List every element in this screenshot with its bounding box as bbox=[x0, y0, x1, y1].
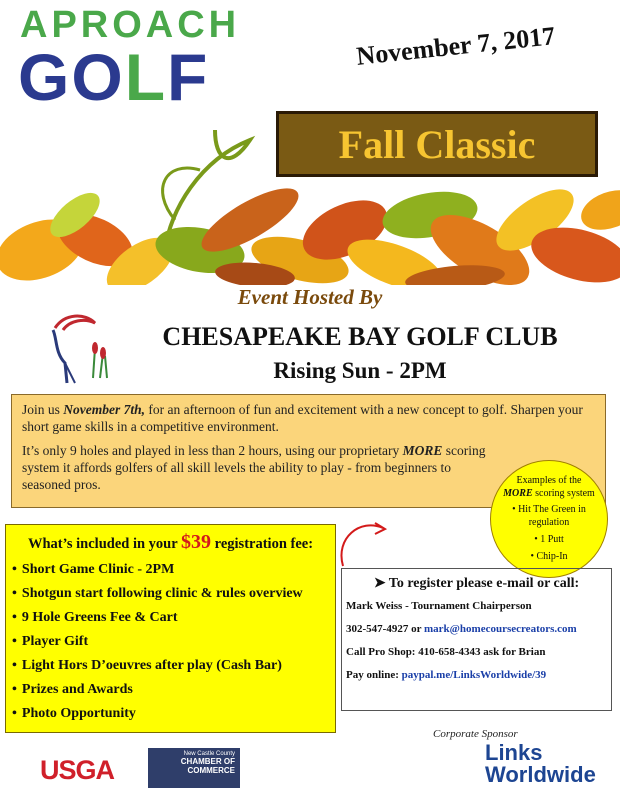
pay-online: Pay online: paypal.me/LinksWorldwide/39 bbox=[346, 669, 547, 681]
heron-logo-icon bbox=[45, 308, 117, 388]
red-arrow-icon bbox=[335, 518, 395, 573]
event-title: Fall Classic bbox=[338, 121, 536, 167]
included-heading: What’s included in your $39 registration fee: bbox=[27, 531, 314, 553]
links-worldwide-logo: Links Worldwide bbox=[485, 740, 596, 787]
corporate-sponsor-label: Corporate Sponsor bbox=[433, 728, 518, 740]
pro-shop-phone: Call Pro Shop: 410-658-4343 ask for Brian bbox=[346, 646, 546, 658]
example-item: • Chip-In bbox=[530, 551, 568, 562]
included-item: • Short Game Clinic - 2PM bbox=[12, 558, 329, 582]
event-date: November 7, 2017 bbox=[355, 21, 557, 71]
intro-paragraph-2: It’s only 9 holes and played in less than 2 hours, using our proprietary MORE scoring system it affords golfers of all skill levels the ability to play - from beginners to seasoned pros. bbox=[22, 443, 486, 492]
included-item: • Light Hors D’oeuvres after play (Cash Bar) bbox=[12, 654, 329, 678]
event-title-banner bbox=[276, 111, 598, 177]
included-features-box bbox=[5, 524, 336, 733]
logo-l: L bbox=[124, 40, 168, 114]
included-item: • Shotgun start following clinic & rules overview bbox=[12, 582, 329, 606]
chamber-of-commerce-logo: New Castle County CHAMBER OF COMMERCE bbox=[148, 748, 240, 788]
included-item: • Photo Opportunity bbox=[12, 702, 329, 726]
registration-box bbox=[341, 568, 612, 711]
example-item: • Hit The Green in regulation bbox=[512, 504, 586, 528]
scoring-examples-badge bbox=[490, 460, 608, 578]
logo-f: F bbox=[167, 40, 210, 114]
included-list bbox=[12, 558, 329, 726]
contact-name: Mark Weiss - Tournament Chairperson bbox=[346, 600, 532, 612]
email-link[interactable]: mark@homecoursecreators.com bbox=[424, 623, 577, 635]
club-name: CHESAPEAKE BAY GOLF CLUB bbox=[162, 322, 558, 351]
usga-logo: USGA bbox=[40, 755, 115, 785]
included-item: • Player Gift bbox=[12, 630, 329, 654]
example-item: • 1 Putt bbox=[534, 534, 564, 545]
contact-phone-email: 302-547-4927 or mark@homecoursecreators.com bbox=[346, 623, 577, 635]
brand-logo-top: APROACH bbox=[20, 4, 241, 46]
included-item: • Prizes and Awards bbox=[12, 678, 329, 702]
hosted-by-heading: Event Hosted By bbox=[237, 285, 383, 309]
registration-heading: ➤ To register please e-mail or call: bbox=[373, 576, 580, 591]
included-item: • 9 Hole Greens Fee & Cart bbox=[12, 606, 329, 630]
examples-title: Examples of the MORE scoring system bbox=[503, 475, 595, 499]
paypal-link[interactable]: paypal.me/LinksWorldwide/39 bbox=[401, 669, 547, 681]
intro-paragraph-1: Join us November 7th, for an afternoon of fun and excitement with a new concept to golf. Sharpen your short game skills in a competitive environment. bbox=[22, 402, 583, 434]
logo-go: GO bbox=[18, 40, 125, 114]
club-location-time: Rising Sun - 2PM bbox=[273, 358, 447, 383]
price: $39 bbox=[181, 531, 212, 553]
